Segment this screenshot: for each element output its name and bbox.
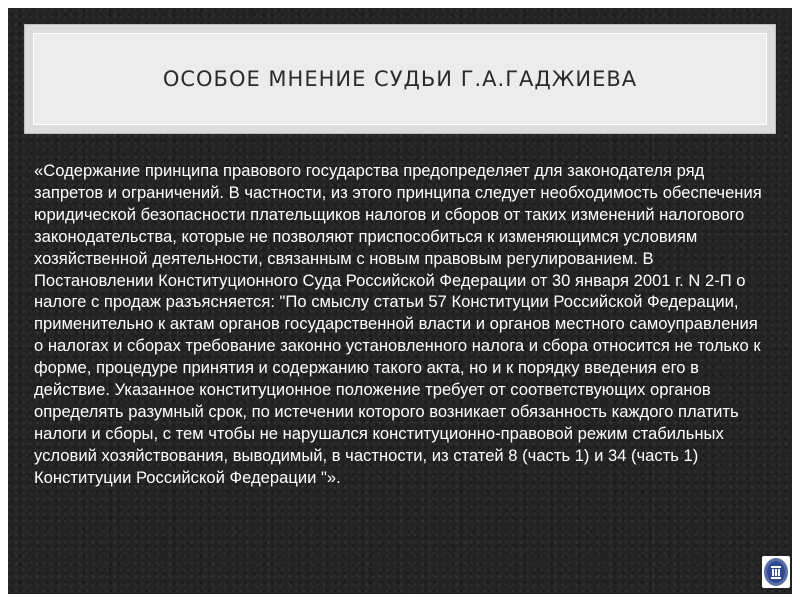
title-band — [24, 24, 776, 134]
university-emblem-icon — [762, 556, 790, 588]
quote-body-text: «Содержание принципа правового государства предопределяет для законодателя ряд запретов и ограничений. В частности, из этого принципа следует необходимость обеспечения юридической безопасности плательщиков налогов и сборов от таких изменений налогового законодательства, которые не позволяют приспособиться к изменяющимся условиям хозяйственной деятельности, связанным с новым правовым регулированием. В Постановлении Конституционного Суда Российской Федерации от 30 января 2001 г. N 2-П о налоге с продаж разъясняется: "По смыслу статьи 57 Конституции Российской Федерации, применительно к актам органов государственной власти и органов местного самоуправления о налогах и сборах требование законно установленного налога и сбора относится не только к форме, процедуре принятия и содержанию такого акта, но и к порядку введения его в действие. Указанное конституционное положение требует от соответствующих органов определять разумный срок, по истечении которого возникает обязанность каждого платить налоги и сборы, с тем чтобы не нарушался конституционно-правовой режим стабильных условий хозяйствования, выводимый, в частности, из статей 8 (часть 1) и 34 (часть 1) Конституции Российской Федерации "». — [34, 161, 762, 487]
emblem-svg — [762, 556, 790, 588]
title-frame — [33, 33, 767, 125]
slide-title: ОСОБОЕ МНЕНИЕ СУДЬИ Г.А.ГАДЖИЕВА — [162, 67, 638, 91]
